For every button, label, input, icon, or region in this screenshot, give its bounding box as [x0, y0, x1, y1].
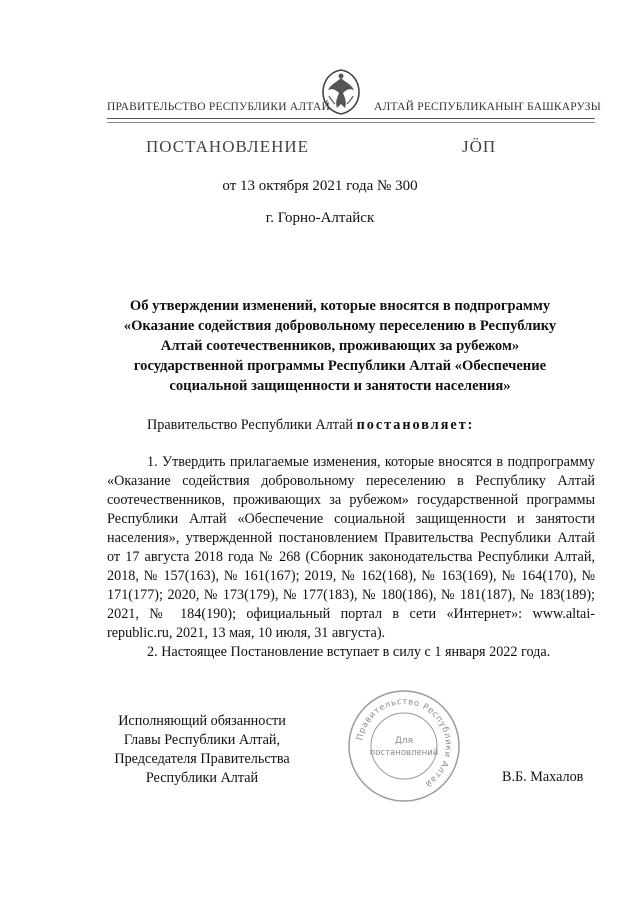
doc-type-ru: ПОСТАНОВЛЕНИЕ	[146, 137, 310, 156]
title-line: «Оказание содействия добровольному переселению в Республику	[123, 318, 557, 334]
header-org-left: ПРАВИТЕЛЬСТВО РЕСПУБЛИКИ АЛТАЙ	[107, 101, 331, 113]
title-line: социальной защищенности и занятости населения»	[169, 378, 511, 394]
title-line: Об утверждении изменений, которые вносятся в подпрограмму	[129, 298, 551, 314]
decree-line	[147, 417, 474, 434]
stamp-center-line2: постановлений	[369, 748, 439, 758]
signer-name: В.Б. Махалов	[502, 769, 584, 785]
position-line: Главы Республики Алтай,	[123, 732, 281, 748]
stamp-center-line1: Для	[394, 736, 414, 746]
decree-word: постановляет:	[356, 417, 475, 433]
header-rule-thin	[107, 122, 595, 123]
doc-type-alt: JÖП	[462, 137, 497, 156]
position-line: Республики Алтай	[145, 770, 259, 786]
decree-lead: Правительство Республики Алтай	[147, 417, 357, 433]
signature-position	[107, 712, 297, 788]
stamp-ring-text: Правительство Республики Алтай	[355, 696, 454, 789]
date-line: от 13 октября 2021 года № 300	[222, 178, 418, 194]
body-text	[107, 453, 595, 662]
position-line: Председателя Правительства	[114, 751, 290, 767]
header-org-right: АЛТАЙ РЕСПУБЛИКАНЫҤ БАШКАРУЗЫ	[374, 101, 601, 113]
city: г. Горно-Алтайск	[265, 210, 375, 226]
paragraph-2: 2. Настоящее Постановление вступает в силу с 1 января 2022 года.	[147, 644, 551, 660]
header-rule	[107, 118, 595, 119]
position-line: Исполняющий обязанности	[118, 713, 286, 729]
official-stamp	[346, 688, 462, 804]
document-title	[100, 296, 580, 396]
title-line: Алтай соотечественников, проживающих за рубежом»	[160, 338, 520, 354]
title-line: государственной программы Республики Алтай «Обеспечение	[133, 358, 547, 374]
paragraph-1: 1. Утвердить прилагаемые изменения, которые вносятся в подпрограмму «Оказание содействия добровольному переселению в Республику Алтай соотечественников, проживающих за рубежом» государственной программы Республики Алтай «Обеспечение социальной защищенности и занятости населения», утвержденной постановлением Правительства Республики Алтай от 17 августа 2018 года № 268 (Сборник законодательства Республики Алтай, 2018, № 157(163), № 161(167); 2019, № 162(168), № 163(169), № 164(170), № 171(177); 2020, № 173(179), № 177(183), № 180(186), № 181(187), № 183(189); 2021, № 184(190); официальный портал в сети «Интернет»: www.altai-republic.ru, 2021, 13 мая, 10 июля, 31 августа).	[107, 454, 595, 641]
